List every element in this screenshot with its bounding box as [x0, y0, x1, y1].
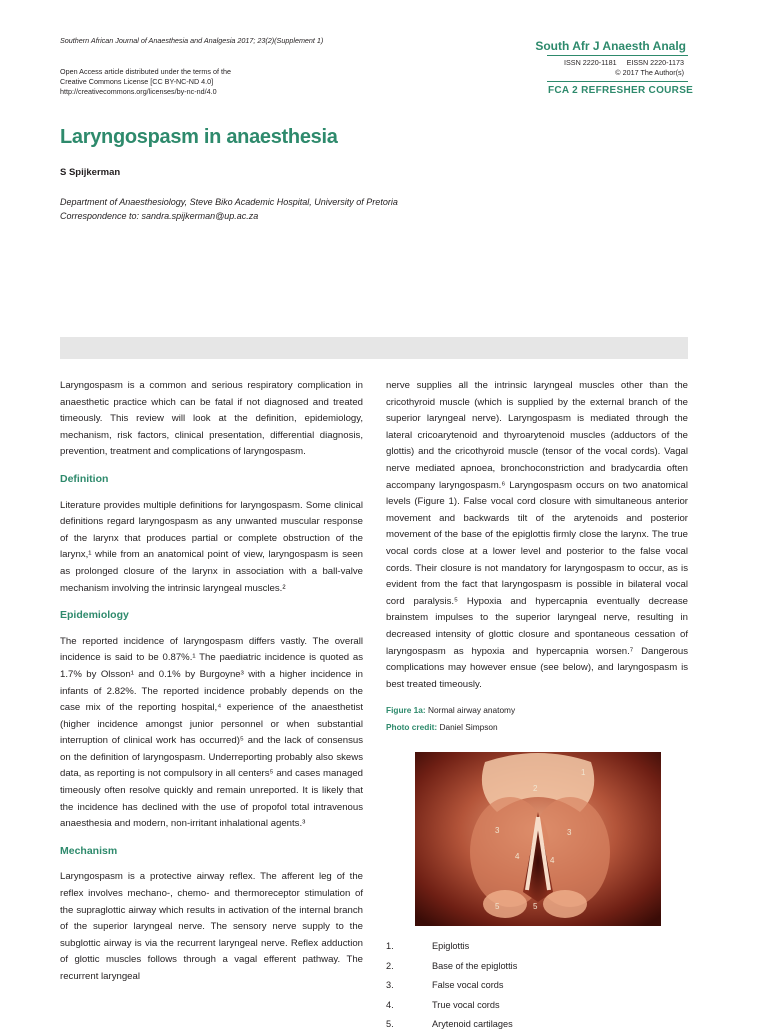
- left-column: [60, 378, 363, 986]
- figure-marker: 3: [495, 826, 500, 835]
- license-line: Creative Commons License [CC BY-NC-ND 4.0]: [60, 77, 214, 86]
- figure-caption-text: Normal airway anatomy: [427, 705, 516, 716]
- figure-marker: 4: [515, 852, 520, 861]
- license-url[interactable]: http://creativecommons.org/licenses/by-nc-nd/4.0: [60, 87, 217, 96]
- legend-number: 2.: [386, 960, 394, 971]
- figure-caption: [386, 702, 688, 736]
- header-rule-bottom: [547, 81, 688, 82]
- legend-item: [386, 976, 688, 996]
- legend-item: [386, 996, 688, 1016]
- mechanism-continued-paragraph: nerve supplies all the intrinsic laryngeal muscles other than the cricothyroid muscle (which is supplied by the external branch of the superior laryngeal nerve). Laryngospasm is mediated through the lateral cricoarytenoid and thyroarytenoid muscles (adductors of the glottis) and the cricothyroid muscle (tensor of the vocal cords). Vagal nerve mediated apnoea, bronchoconstriction and bradycardia often accompany laryngospasm.⁶ Laryngospasm occurs on two anatomical levels (Figure 1). False vocal cord closure with simultaneous anterior movement and backwards tilt of the arytenoids and posterior movement of the base of the epiglottis firmly close the larynx. The true vocal cords close at a lower level and posterior to the false vocal cords. Their closure is not mandatory for laryngospasm to occur, as is evident from the fact that laryngospasm is possible in bilateral vocal cord paralysis.⁵ Hypoxia and hypercapnia eventually decrease brainstem impulses to the superior laryngeal nerve, resulting in decreased intensity of glottic closure and spontaneous cessation of laryngospasm as hypoxia and hypercapnia worsen.⁷ Dangerous complications may however ensue (see below), and laryngospasm is best treated timeously.: [386, 380, 688, 690]
- airway-photo-illustration: [415, 752, 661, 926]
- right-column: [386, 378, 688, 736]
- legend-number: 3.: [386, 980, 394, 990]
- legend-text: Arytenoid cartilages: [432, 1019, 513, 1029]
- correspondence: Correspondence to: sandra.spijkerman@up.ac.za: [60, 211, 259, 221]
- journal-citation: Southern African Journal of Anaesthesia and Analgesia 2017; 23(2)(Supplement 1): [60, 36, 324, 45]
- intro-paragraph: Laryngospasm is a common and serious respiratory complication in anaesthetic practice which can be fatal if not diagnosed and treated timeously. This review will look at the definition, epidemiology, mechanism, risk factors, clinical presentation, differential diagnosis, prevention, treatment and complications of laryngospasm.: [60, 380, 363, 458]
- issn-block: [564, 58, 684, 78]
- legend-number: 1.: [386, 941, 394, 951]
- legend-text: Epiglottis: [432, 941, 470, 951]
- license-line: Open Access article distributed under the terms of the: [60, 67, 231, 76]
- article-title: Laryngospasm in anaesthesia: [60, 126, 338, 148]
- legend-number: 4.: [386, 999, 394, 1010]
- legend-item: [386, 1015, 688, 1035]
- mechanism-paragraph: Laryngospasm is a protective airway reflex. The afferent leg of the reflex involves mechano-, chemo- and thermoreceptor stimulation of the supraglottic airway which results in activation of the internal branch of the superior laryngeal nerve. The sensory nerve supply to the subglottic airway is via the recurrent laryngeal nerve. Reflex adduction of glottic muscles follows through a vagal efferent pathway. The recurrent laryngeal: [60, 871, 363, 982]
- figure-marker: 1: [581, 768, 586, 777]
- figure-legend: [386, 937, 688, 1035]
- copyright-line: © 2017 The Author(s): [615, 68, 684, 77]
- legend-item: [386, 937, 688, 957]
- epidemiology-paragraph: The reported incidence of laryngospasm differs vastly. The overall incidence is said to be 0.87%.¹ The paediatric incidence is quoted as 1.7% by Olsson¹ and 0.1% by Burgoyne³ with a higher incidence in infants of 2.82%. The reported incidence probably depends on the case mix of the reporting hospital,⁴ experience of the anaesthetist (higher incidence amongst junior personnel or when substantial interruption of clinical work has occurred)⁵ and the lack of consensus on the definition of laryngospasm. Underreporting probably also skews data, as reporting is not compulsory in all centers⁵ and cases managed timeously often resolve quickly and remain unreported. It is likely that the incidence has declined with the use of propofol total intravenous anaesthesia and modern, non-irritant inhalational agents.³: [60, 635, 363, 830]
- legend-text: Base of the epiglottis: [432, 960, 518, 971]
- affiliation-block: [60, 195, 398, 223]
- figure-marker: 5: [495, 902, 500, 911]
- airway-anatomy-photo: [415, 752, 661, 926]
- journal-short-name: South Afr J Anaesth Analg: [535, 39, 686, 53]
- figure-marker: 5: [533, 902, 538, 911]
- photo-credit-label: Photo credit:: [386, 722, 438, 733]
- legend-item: [386, 957, 688, 977]
- legend-text: False vocal cords: [432, 980, 504, 990]
- issn-line: ISSN 2220-1181 EISSN 2220-1173: [564, 58, 684, 67]
- legend-text: True vocal cords: [432, 999, 500, 1010]
- epidemiology-heading: Epidemiology: [60, 609, 129, 622]
- section-label: FCA 2 REFRESHER COURSE: [548, 85, 694, 96]
- figure-marker: 3: [567, 828, 572, 837]
- mechanism-heading: Mechanism: [60, 844, 118, 857]
- definition-heading: Definition: [60, 472, 109, 485]
- figure-marker: 2: [533, 784, 538, 793]
- legend-number: 5.: [386, 1019, 394, 1029]
- abstract-divider-bar: [60, 337, 688, 359]
- figure-label: Figure 1a:: [386, 705, 426, 716]
- photo-credit-name: Daniel Simpson: [439, 722, 498, 733]
- license-notice: [60, 67, 231, 97]
- article-author: S Spijkerman: [60, 167, 121, 178]
- figure-marker: 4: [550, 856, 555, 865]
- definition-paragraph: Literature provides multiple definitions for laryngospasm. Some clinical definitions regard laryngospasm as any unwanted muscular response of the larynx that produces partial or complete obstruction of the larynx,¹ while from an anatomical point of view, laryngospasm is seen as prolonged closure of the larynx in association with a ball-valve mechanism involving the intrinsic laryngeal muscles.²: [60, 499, 363, 594]
- affiliation: Department of Anaesthesiology, Steve Biko Academic Hospital, University of Pretoria: [60, 197, 398, 207]
- header-rule-top: [547, 55, 688, 56]
